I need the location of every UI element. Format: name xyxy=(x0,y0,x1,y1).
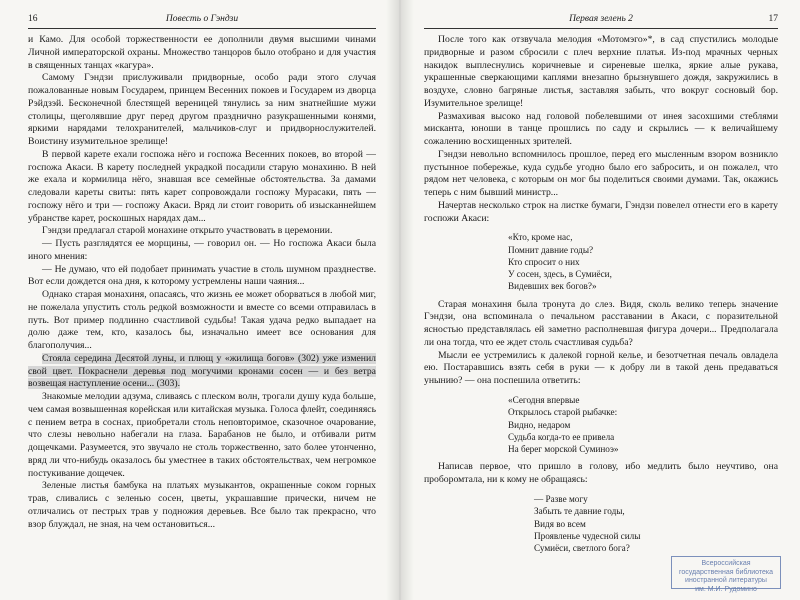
poem-line: Видя во всем xyxy=(534,518,586,529)
left-page-body xyxy=(28,34,376,531)
poem-line: «Кто, кроме нас, xyxy=(508,232,573,243)
left-page xyxy=(0,0,392,600)
paragraph: Размахивая высоко над головой побелевшими от инея засохшими стеблями мисканта, юноши в танце прошлись по саду и скрылись — к величайшему сожалению восхищенных зрителей. xyxy=(424,110,778,147)
right-page xyxy=(408,0,800,600)
right-page-body xyxy=(424,34,778,554)
highlighted-paragraph xyxy=(28,353,376,391)
paragraph: Написав первое, что пришло в голову, ибо медлить было неучтиво, она проборомтала, ни к кому не обращаясь: xyxy=(424,461,778,486)
paragraph: Гэндзи предлагал старой монахине открыто участвовать в церемонии. xyxy=(42,225,333,237)
paragraph: Старая монахиня была тронута до слез. Видя, сколь велико теперь значение Гэндзи, она вспоминала о печальном расставании в Акаси, с поразительной ясностью представлялась ей заметно располневшая фигура дочери... Предполагала ли она тогда, что ее ждет столь счастливая судьба? xyxy=(424,298,778,348)
right-page-number: 17 xyxy=(768,14,778,24)
paragraph: — Пусть разглядятся ее морщины, — говорил он. — Но госпожа Акаси была иного мнения: xyxy=(28,238,376,262)
paragraph: Однако старая монахиня, опасаясь, что жизнь ее может оборваться в любой миг, не пожелала упустить столь редкой возможности и вместе со всеми отправилась в путь. Вот пример подлинно счастливой судьбы! Такая удача редко выпадает на долю даже тем, кто, казалось бы, изначально имеет все основания для благополучия... xyxy=(28,289,376,351)
poem-line: Проявленье чудесной силы xyxy=(534,530,641,541)
paragraph: Начертав несколько строк на листке бумаги, Гэндзи повелел отнести его в карету госпожи Акаси: xyxy=(424,199,778,224)
paragraph: После того как отзвучала мелодия «Мотомэго»*, в сад спустились молодые придворные и разом сбросили с плеч верхние платья. Из-под мрачных черных накидок выплеснулись коричневые и сиреневые шелка, яркие алые рукава, украшенные сверкающими каплями внезапно брызнувшего дождя, закружились в воздухе, словно багряные листья, заставляя забыть, что вокруг сосновый бор. Изумительное зрелище! xyxy=(424,34,778,109)
poem-line: Сумиёси, светлого бога? xyxy=(534,543,630,554)
poem-line: Видно, недаром xyxy=(508,419,571,430)
poem-line: — Разве могу xyxy=(534,493,588,504)
right-running-title: Первая зелень 2 xyxy=(569,14,633,24)
stamp-line: иностранной литературы xyxy=(685,577,767,585)
paragraph: — Не думаю, что ей подобает принимать участие в столь шумном празднестве. Вот если дождется она дня, к которому устремлены наши чаяния... xyxy=(28,263,376,288)
stamp-line: государственная библиотека xyxy=(678,568,773,576)
poem-line: Открылось старой рыбачке: xyxy=(508,407,618,418)
poem-2 xyxy=(508,394,778,455)
stamp-line: им. М.И. Рудомино xyxy=(695,585,757,593)
paragraph: Гэндзи невольно вспомнилось прошлое, перед его мысленным взором возникло пустынное побережье, куда судьбе угодно было его забросить, и он пожалел, что рядом нет человека, с которым он мог бы поделиться своими думами. Так, окажись теперь с ним бывший министр... xyxy=(424,148,778,198)
poem-line: Помнит давние годы? xyxy=(508,244,594,255)
poem-3 xyxy=(534,493,778,554)
poem-line: На берег морской Суминоэ» xyxy=(508,444,619,455)
poem-line: «Сегодня впервые xyxy=(508,394,580,405)
stamp-line: Всероссийская xyxy=(701,560,751,567)
poem-line: Забыть те давние годы, xyxy=(534,506,625,517)
paragraph: Зеленые листья бамбука на платьях музыкантов, окрашенные соком горных трав, сливались с зеленью сосен, цветы, украшавшие прически, ничем не отличались от пестрых трав у подножия деревьев. Все было так прекрасно, что взор блуждал, не зная, на чем остановиться... xyxy=(28,480,376,530)
paragraph: и Камо. Для особой торжественности ее дополнили двумя высшими чинами Личной императорской охраны. Множество танцоров было отобрано и для участия в священных танцах «кагура». xyxy=(28,34,376,71)
poem-line: Кто спросит о них xyxy=(508,256,580,267)
poem-1 xyxy=(508,231,778,292)
poem-line: Видевших век богов?» xyxy=(508,281,597,292)
paragraph: Мысли ее устремились к далекой горной келье, и безотчетная печаль овладела ею. Постаравшись взять себя в руки — к добру ли в такой день предаваться унынию? — она поспешила ответить: xyxy=(424,349,778,387)
paragraph: В первой карете ехали госпожа нёго и госпожа Весенних покоев, во второй — госпожа Акаси. В карету последней украдкой посадили старую монахиню. В ней же ехала и кормилица нёго, знавшая все семейные обстоятельства. За дамами следовали кареты свиты: пять карет сопровождали госпожу Мурасаки, пять — госпожу нёго и три — госпожу Акаси. Вряд ли стоит говорить об изысканнейшем убранстве карет, роскошных нарядах дам... xyxy=(28,148,376,224)
paragraph: Знакомые мелодии адзума, сливаясь с плеском волн, трогали душу куда больше, чем самая возвышенная корейская или китайская музыка. Голоса флейт, соединяясь с пением ветра в соснах, приобретали столь неповторимое, сказочное очарование, что слезы невольно набегали на глаза. Барабанов не было, и отбивали ритм дощечками. Разумеется, это звучало не столь торжественно, зато более утонченно, вряд ли что-нибудь оказалось бы уместнее в таких обстоятельствах, чем негромкое постукивание дощечек. xyxy=(28,391,376,479)
left-page-header xyxy=(28,14,376,29)
right-page-header xyxy=(424,14,778,29)
library-stamp xyxy=(671,556,781,593)
poem-line: У сосен, здесь, в Сумиёси, xyxy=(508,269,612,280)
poem-line: Судьба когда-то ее привела xyxy=(508,431,615,442)
left-running-title: Повесть о Гэндзи xyxy=(165,14,239,24)
paragraph: Самому Гэндзи прислуживали придворные, особо ради этого случая пожалованные новым Государем, принцем Весенних покоев и Государем из дворца Рэйдзэй. Бесконечной блестящей вереницей тянулись за ним знатнейшие мужи столицы, щеголявшие друг перед другом празднично разукрашенными конями, яркими нарядами телохранителей, мальчиков-слуг и придворнослужителей. Воистину изумительное зрелище! xyxy=(28,72,376,147)
highlight-span: Стояла середина Десятой луны, и плющ у «жилища богов» (302) уже изменил свой цвет. Покраснели деревья под могучими кронами сосен — и без ветра возвещая наступление осени... (303). xyxy=(28,352,376,390)
left-page-number: 16 xyxy=(28,14,38,24)
